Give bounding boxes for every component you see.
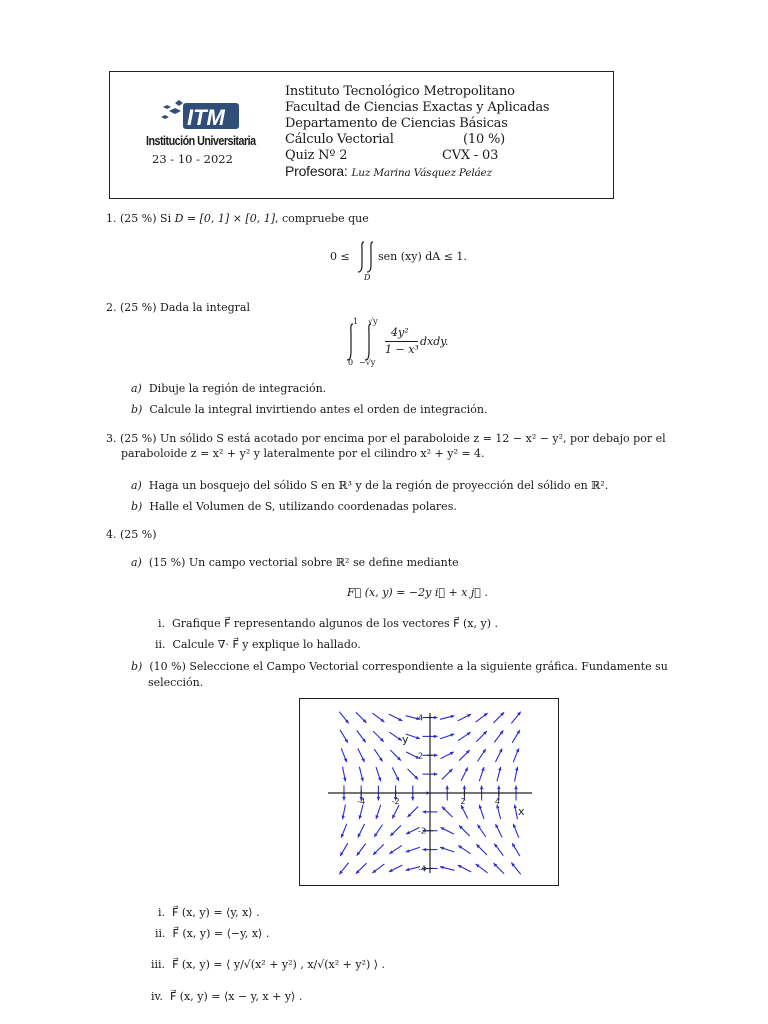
field-arrow-head bbox=[463, 786, 466, 790]
problem-1-region: D bbox=[364, 273, 371, 282]
problem-2-number: 2. bbox=[106, 301, 117, 314]
option-iii bbox=[151, 958, 385, 971]
field-arrow-head bbox=[515, 767, 518, 771]
y-axis-label: y bbox=[402, 733, 409, 746]
field-arrow-head bbox=[434, 772, 438, 775]
outer-upper-limit: 1 bbox=[353, 317, 359, 326]
option-iv-label: iv. bbox=[151, 990, 163, 1003]
faculty-name: Facultad de Ciencias Exactas y Aplicadas bbox=[285, 100, 550, 115]
course-weight: (10 %) bbox=[463, 132, 505, 147]
field-arrow-head bbox=[481, 767, 484, 771]
problem-2b-label: b) bbox=[131, 403, 143, 416]
problem-4a-ii bbox=[155, 638, 361, 651]
problem-2a-label: a) bbox=[131, 382, 142, 395]
plot-axes bbox=[328, 713, 532, 873]
problem-3a bbox=[131, 479, 608, 492]
problem-4a-formula: F⃗ (x, y) = −2y i⃗ + x j⃗ . bbox=[347, 586, 488, 599]
professor-label: Profesora: bbox=[285, 163, 348, 179]
logo-text: ITM bbox=[187, 105, 225, 130]
field-arrow-head bbox=[423, 810, 427, 813]
problem-4a-ii-label: ii. bbox=[155, 638, 166, 651]
problem-4a-ii-text: Calcule ∇· F⃗ y explique lo hallado. bbox=[172, 638, 361, 651]
problem-3a-label: a) bbox=[131, 479, 142, 492]
problem-1-text-b: , compruebe que bbox=[274, 212, 369, 225]
field-arrow-head bbox=[479, 805, 482, 809]
problem-1-text-a: Si bbox=[160, 212, 172, 225]
group-code: CVX - 03 bbox=[442, 148, 499, 163]
problem-1-integrand: sen (xy) dA ≤ 1. bbox=[378, 250, 467, 263]
x-axis-label: x bbox=[518, 805, 525, 818]
quiz-number: Quiz Nº 2 bbox=[285, 148, 348, 163]
fraction-denominator: 1 − x³ bbox=[385, 343, 419, 356]
problem-3b-text: Halle el Volumen de S, utilizando coordenadas polares. bbox=[149, 500, 457, 513]
option-ii-text: F⃗ (x, y) = ⟨−y, x⟩ . bbox=[172, 927, 270, 940]
option-i-text: F⃗ (x, y) = ⟨y, x⟩ . bbox=[172, 906, 260, 919]
y-tick-label: 4 bbox=[418, 713, 424, 723]
field-arrow-head bbox=[377, 797, 380, 801]
problem-3-line-1 bbox=[106, 432, 666, 445]
problem-2-statement bbox=[106, 301, 250, 314]
inner-lower-limit: −√y bbox=[359, 358, 376, 367]
y-tick-label: 2 bbox=[418, 751, 424, 761]
field-arrow-head bbox=[480, 786, 483, 790]
problem-4a-i-text: Grafique F⃗ representando algunos de los vectores F⃗ (x, y) . bbox=[172, 617, 498, 630]
field-arrow-head bbox=[376, 815, 379, 819]
problem-1-inequality-left: 0 ≤ bbox=[330, 250, 350, 263]
field-arrow-head bbox=[416, 736, 420, 739]
problem-4-number: 4. bbox=[106, 528, 117, 541]
problem-2b-text: Calcule la integral invirtiendo antes el orden de integración. bbox=[149, 403, 488, 416]
inner-upper-limit: √y bbox=[368, 317, 378, 326]
x-tick-label: 2 bbox=[460, 797, 466, 806]
field-arrow-head bbox=[406, 849, 410, 852]
y-tick-label: -2 bbox=[418, 826, 426, 836]
problem-2-text: Dada la integral bbox=[160, 301, 250, 314]
problem-1-domain: D = [0, 1] × [0, 1] bbox=[174, 212, 275, 225]
field-arrow-head bbox=[434, 735, 438, 738]
problem-4a-label: a) bbox=[131, 556, 142, 569]
vector-field-plot bbox=[300, 699, 558, 885]
institution-name: Instituto Tecnológico Metropolitano bbox=[285, 84, 515, 99]
course-name: Cálculo Vectorial bbox=[285, 132, 394, 147]
option-iii-label: iii. bbox=[151, 958, 166, 971]
problem-4b-label: b) bbox=[131, 660, 143, 673]
problem-4-weight: (25 %) bbox=[120, 528, 157, 541]
problem-3b-label: b) bbox=[131, 500, 143, 513]
department-name: Departamento de Ciencias Básicas bbox=[285, 116, 508, 131]
integral-tail: dxdy. bbox=[420, 335, 449, 348]
problem-3-weight: (25 %) bbox=[120, 432, 157, 445]
problem-3-line1: Un sólido S está acotado por encima por el paraboloide z = 12 − x² − y², por debajo por el bbox=[160, 432, 666, 445]
field-arrow-head bbox=[343, 778, 346, 782]
problem-2a-text: Dibuje la región de integración. bbox=[148, 382, 327, 395]
option-iv bbox=[151, 990, 302, 1003]
option-ii-label: ii. bbox=[155, 927, 166, 940]
option-iv-text: F⃗ (x, y) = ⟨x − y, x + y⟩ . bbox=[169, 990, 303, 1003]
field-arrow-head bbox=[423, 848, 427, 851]
problem-4a bbox=[131, 556, 459, 569]
field-arrow-head bbox=[342, 815, 345, 819]
fraction-numerator: 4y² bbox=[391, 326, 409, 339]
double-integral-sign bbox=[356, 240, 378, 274]
problem-4b-line1: (10 %) Seleccione el Campo Vectorial correspondiente a la siguiente gráfica. Fundamente su bbox=[149, 660, 668, 673]
field-arrow-head bbox=[378, 777, 381, 781]
field-arrow-head bbox=[434, 716, 438, 719]
field-arrow-head bbox=[514, 786, 517, 790]
field-arrow-head bbox=[411, 797, 414, 801]
field-arrow-head bbox=[450, 734, 454, 737]
field-arrow-head bbox=[497, 786, 500, 790]
problem-4-heading bbox=[106, 528, 157, 541]
problem-3b bbox=[131, 500, 457, 513]
option-i bbox=[158, 906, 260, 919]
fraction-bar bbox=[385, 341, 418, 342]
x-tick-label: 4 bbox=[494, 797, 500, 806]
problem-1-statement bbox=[106, 212, 369, 225]
option-ii bbox=[155, 927, 269, 940]
logo-subtitle: Institución Universitaria bbox=[146, 134, 256, 148]
x-tick-label: -4 bbox=[357, 797, 366, 806]
problem-3-number: 3. bbox=[106, 432, 117, 445]
professor-name: Luz Marina Vásquez Peláez bbox=[351, 167, 492, 179]
field-arrow-head bbox=[434, 754, 438, 757]
field-arrow-head bbox=[342, 797, 345, 801]
field-arrow-head bbox=[514, 805, 517, 809]
problem-3a-text: Haga un bosquejo del sólido S en ℝ³ y de la región de proyección del sólido en ℝ². bbox=[148, 479, 609, 492]
problem-4b-line-1 bbox=[131, 660, 668, 673]
option-i-label: i. bbox=[158, 906, 166, 919]
option-iii-text: F⃗ (x, y) = ⟨ y/√(x² + y²) , x/√(x² + y²) ⟩ . bbox=[172, 958, 386, 971]
problem-2-weight: (25 %) bbox=[120, 301, 157, 314]
problem-4a-i bbox=[158, 617, 498, 630]
problem-2a bbox=[131, 382, 326, 395]
problem-4a-text: (15 %) Un campo vectorial sobre ℝ² se define mediante bbox=[148, 556, 459, 569]
problem-2b bbox=[131, 403, 487, 416]
iterated-integral-signs bbox=[345, 322, 379, 362]
problem-1-weight: (25 %) bbox=[120, 212, 157, 225]
y-tick-label: -4 bbox=[418, 864, 426, 874]
field-arrow-head bbox=[440, 847, 444, 850]
problem-4b-line-2: selección. bbox=[148, 676, 204, 689]
problem-1-number: 1. bbox=[106, 212, 117, 225]
professor-line bbox=[285, 163, 492, 180]
field-arrow-head bbox=[445, 786, 448, 790]
x-tick-label: -2 bbox=[391, 797, 400, 806]
problem-3-line-2: paraboloide z = x² + y² y lateralmente por el cilindro x² + y² = 4. bbox=[121, 447, 485, 460]
outer-lower-limit: 0 bbox=[348, 358, 354, 367]
exam-date: 23 - 10 - 2022 bbox=[152, 152, 233, 166]
problem-4a-i-label: i. bbox=[158, 617, 166, 630]
